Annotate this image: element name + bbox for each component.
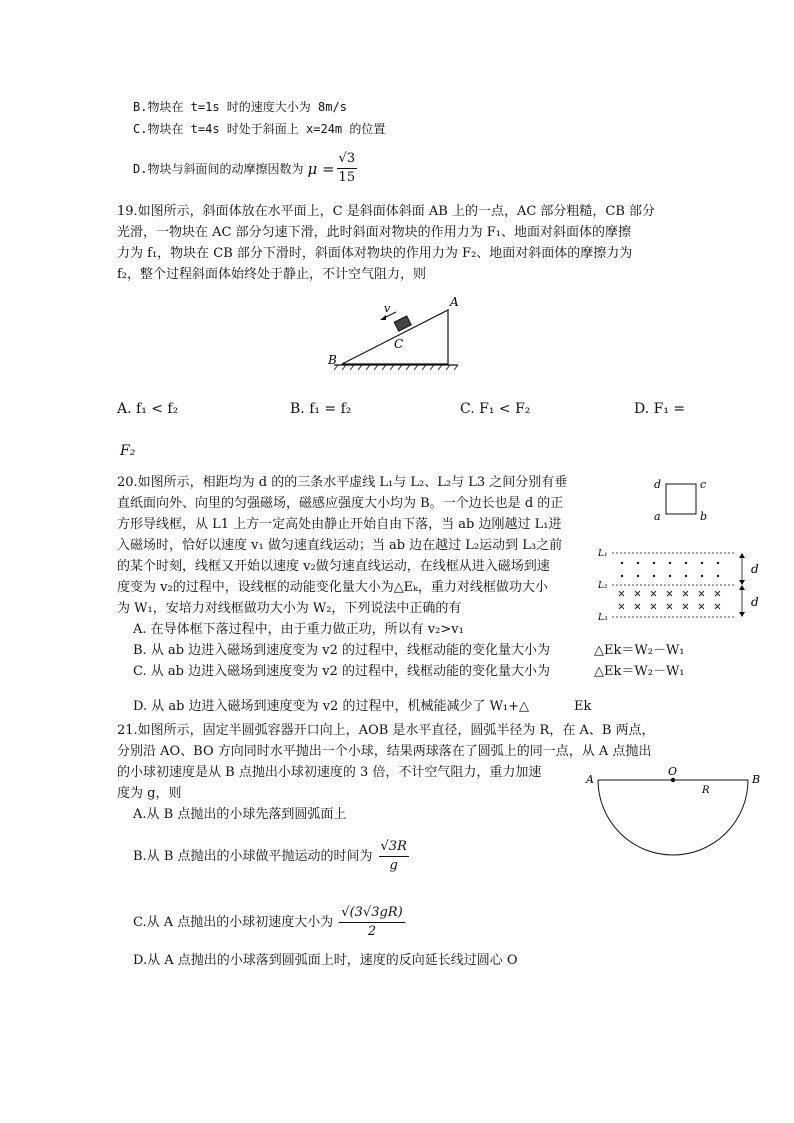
- q21-label-a: A: [586, 773, 594, 786]
- q21-label-o: O: [668, 765, 678, 778]
- q21-center-point: [671, 778, 675, 782]
- q21-option-c: [133, 904, 407, 941]
- q19-stem-3: 力为 f₁，物块在 CB 部分下滑时，斜面体对物块的作用力为 F₂、地面对斜面体的摩擦力为: [117, 246, 633, 261]
- q21-option-d: D.从 A 点抛出的小球落到圆弧面上时，速度的反向延长线过圆心 O: [133, 953, 518, 968]
- q20-label-c: c: [700, 478, 707, 491]
- q19-label-v: v: [384, 302, 391, 315]
- q19-option-c: C. F₁ < F₂: [460, 401, 531, 417]
- q21-option-c-den: 2: [367, 924, 377, 939]
- q21-option-b-num: √3R: [379, 838, 409, 857]
- q18-option-c: C.物块在 t=4s 时处于斜面上 x=24m 的位置: [133, 122, 386, 136]
- q21-arc: [598, 780, 748, 855]
- q19-label-b: B: [328, 353, 337, 367]
- q21-semicircle-figure: [580, 765, 770, 865]
- q18-option-b: B.物块在 t=1s 时的速度大小为 8m/s: [133, 100, 347, 114]
- q20-option-a: A. 在导体框下落过程中，由于重力做正功，所以有 v₂>v₁: [133, 622, 464, 637]
- q21-option-b-text: B.从 B 点抛出的小球做平抛运动的时间为: [133, 848, 373, 864]
- q20-option-c: C. 从 ab 边进入磁场到速度变为 v2 的过程中，线框动能的变化量大小为: [133, 664, 550, 679]
- q20-option-d-eq: Ek: [574, 699, 592, 714]
- q20-label-a: a: [654, 510, 661, 523]
- q19-option-b: B. f₁ = f₂: [290, 401, 352, 417]
- q20-stem-6: 度变为 v₂的过程中，设线框的动能变化量大小为△Eₖ，重力对线框做功大小: [117, 580, 548, 595]
- q21-option-c-fraction: [339, 904, 404, 941]
- q21-label-r: R: [702, 785, 710, 796]
- q18-fraction-den: 15: [338, 170, 356, 185]
- q18-fraction-num: √3: [337, 150, 358, 169]
- q20-label-l1: L₁: [598, 549, 608, 559]
- q21-option-a: A.从 B 点抛出的小球先落到圆弧面上: [133, 807, 347, 822]
- q20-field-out-dots: [621, 562, 719, 577]
- q20-stem-4: 入磁场时，恰好以速度 v₁ 做匀速直线运动；当 ab 边在越过 L₂运动到 L₃之前: [117, 538, 563, 553]
- q20-field-in-crosses: [619, 591, 720, 609]
- q20-option-c-eq: △Ek＝W₂－W₁: [594, 664, 685, 679]
- q21-stem-3: 的小球初速度是从 B 点抛出小球初速度的 3 倍，不计空气阻力，重力加速: [117, 765, 542, 780]
- q19-stem-2: 光滑，一物块在 AC 部分匀速下滑，此时斜面对物块的作用力为 F₁、地面对斜面体的摩擦: [117, 225, 631, 240]
- q19-incline-figure: [320, 290, 470, 370]
- q20-gap-label-2: d: [751, 595, 759, 609]
- q18-option-d-text: D.物块与斜面间的动摩擦因数为: [133, 161, 304, 176]
- q20-option-b: B. 从 ab 边进入磁场到速度变为 v2 的过程中，线框动能的变化量大小为: [133, 643, 551, 658]
- q19-option-d-cont: F₂: [120, 443, 136, 459]
- q19-label-a: A: [450, 295, 459, 309]
- q21-stem-1: 21.如图所示，固定半圆弧容器开口向上，AOB 是水平直径，圆弧半径为 R，在 A、B 两点，: [117, 723, 655, 738]
- q19-option-a: A. f₁ < f₂: [117, 401, 179, 417]
- q20-label-d: d: [654, 478, 662, 491]
- q20-option-b-eq: △Ek＝W₂－W₁: [594, 643, 685, 658]
- q20-square-frame: [666, 484, 696, 514]
- q20-stem-2: 直纸面向外、向里的匀强磁场，磁感应强度大小均为 B。一个边长也是 d 的正: [117, 496, 564, 511]
- q19-stem-1: 19.如图所示，斜面体放在水平面上，C 是斜面体斜面 AB 上的一点，AC 部分粗糙，CB 部分: [117, 204, 656, 219]
- q19-option-d: D. F₁ =: [634, 401, 686, 417]
- q20-stem-3: 方形导线框，从 L1 上方一定高处由静止开始自由下落，当 ab 边刚越过 L₁进: [117, 517, 562, 532]
- q21-option-b-den: g: [389, 858, 398, 873]
- q20-stem-1: 20.如图所示，相距均为 d 的的三条水平虚线 L₁与 L₂、L₂与 L3 之间分别有垂: [117, 475, 568, 490]
- q20-stem-7: 为 W₁，安培力对线框做功大小为 W₂，下列说法中正确的有: [117, 601, 462, 616]
- q21-option-c-num: √(3√3gR): [339, 904, 404, 923]
- q20-option-d: D. 从 ab 边进入磁场到速度变为 v2 的过程中，机械能减少了 W₁+△: [133, 699, 530, 714]
- q19-ground-hatch: [334, 365, 458, 370]
- q20-field-figure: [596, 540, 776, 625]
- q20-gap-label-1: d: [751, 562, 759, 576]
- q19-arrow-head: [380, 315, 386, 320]
- q21-option-b: [133, 838, 411, 875]
- q20-label-l3: L₃: [598, 613, 608, 623]
- q21-option-c-text: C.从 A 点抛出的小球初速度大小为: [133, 914, 334, 930]
- q21-option-b-fraction: [379, 838, 409, 875]
- q19-label-c: C: [394, 337, 404, 351]
- q21-label-b: B: [752, 773, 761, 786]
- q18-option-d: [133, 150, 359, 187]
- q19-block: [394, 316, 411, 331]
- q19-stem-4: f₂，整个过程斜面体始终处于静止，不计空气阻力，则: [117, 267, 427, 282]
- q21-stem-4: 度为 g，则: [117, 786, 182, 801]
- q20-frame-figure: [650, 472, 720, 527]
- q21-stem-2: 分别沿 AO、BO 方向同时水平抛出一个小球，结果两球落在了圆弧上的同一点，从 A 点抛出: [117, 744, 652, 759]
- q20-label-b: b: [700, 510, 708, 523]
- q20-stem-5: 的某个时刻，线框又开始以速度 v₂做匀速直线运动，在线框从进入磁场到速: [117, 559, 550, 574]
- q20-label-l2: L₂: [598, 581, 608, 591]
- q18-mu: μ =: [307, 159, 335, 178]
- q18-fraction: [337, 150, 358, 187]
